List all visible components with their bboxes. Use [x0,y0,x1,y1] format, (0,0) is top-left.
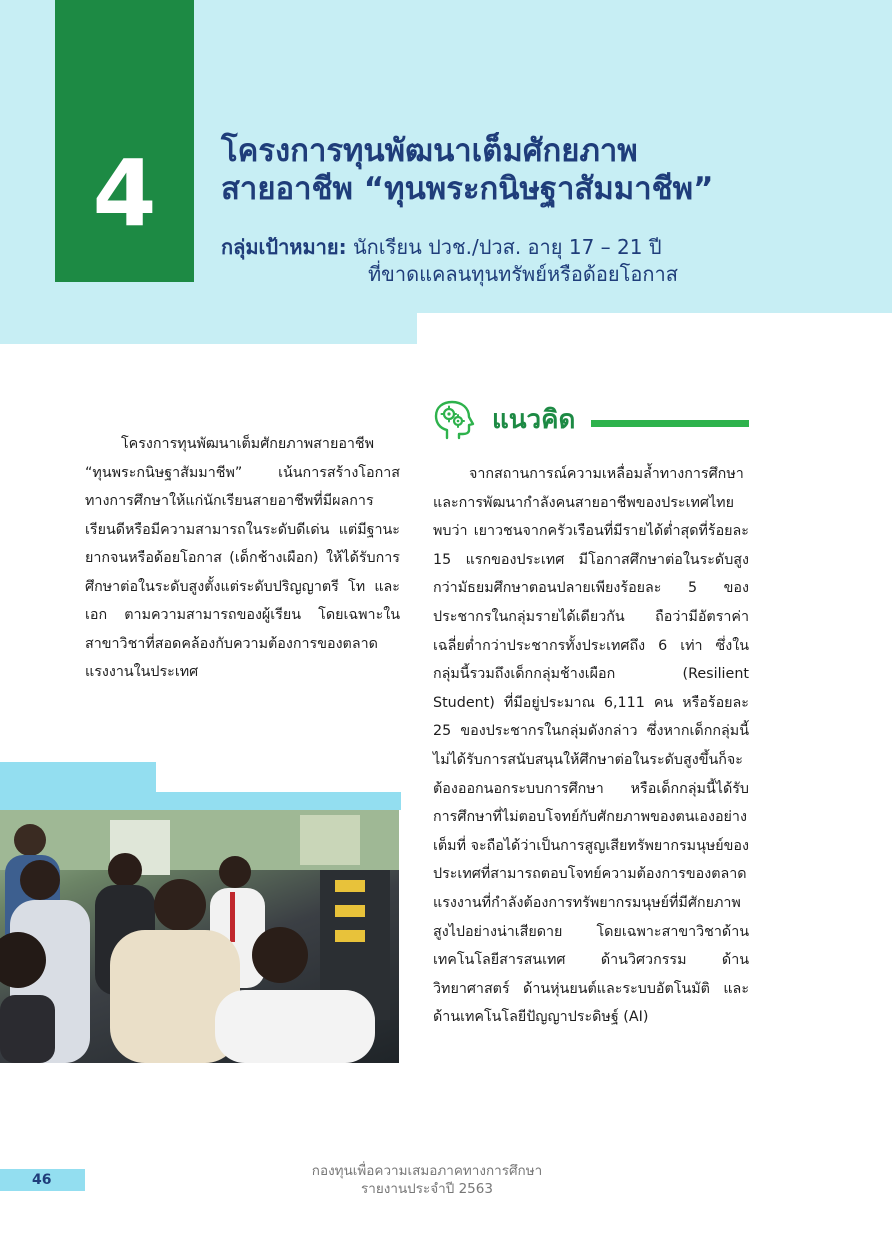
concept-column [433,460,749,1032]
title-line-1: โครงการทุนพัฒนาเต็มศักยภาพ [221,133,638,169]
concept-heading-rule [591,420,749,427]
intro-column [85,430,400,687]
head-gears-icon [433,400,477,440]
photo-accent-bar [0,792,401,810]
target-group [221,234,678,288]
photo-illustration [0,810,399,1063]
target-line-2: ที่ขาดแคลนทุนทรัพย์หรือด้อยโอกาส [368,262,678,286]
page-title [221,132,713,208]
footer-report: รายงานประจำปี 2563 [361,1181,493,1197]
exhibition-photo [0,810,399,1063]
footer [246,1162,608,1198]
footer-org: กองทุนเพื่อความเสมอภาคทางการศึกษา [311,1163,543,1179]
concept-paragraph: จากสถานการณ์ความเหลื่อมล้ำทางการศึกษาและการพัฒนากำลังคนสายอาชีพของประเทศไทย พบว่า เยาวชนจากครัวเรือนที่มีรายได้ต่ำสุดที่ร้อยละ 15 แรกของประเทศ มีโอกาสศึกษาต่อในระดับสูงกว่ามัธยมศึกษาตอนปลายเพียงร้อยละ 5 ของประชากรในกลุ่มรายได้เดียวกัน ถือว่ามีอัตราค่าเฉลี่ยต่ำกว่าประชากรทั้งประเทศถึง 6 เท่า ซึ่งในกลุ่มนี้รวมถึงเด็กกลุ่มช้างเผือก (Resilient Student) ที่มีอยู่ประมาณ 6,111 คน หรือร้อยละ 25 ของประชากรในกลุ่มดังกล่าว ซึ่งหากเด็กกลุ่มนี้ไม่ได้รับการสนับสนุนให้ศึกษาต่อในระดับสูงขึ้นก็จะต้องออกนอกระบบการศึกษา หรือเด็กกลุ่มนี้ได้รับการศึกษาที่ไม่ตอบโจทย์กับศักยภาพของตนเองอย่างเต็มที่ จะถือได้ว่าเป็นการสูญเสียทรัพยากรมนุษย์ของประเทศที่สามารถตอบโจทย์ความต้องการของตลาดแรงงานที่กำลังต้องการทรัพยากรมนุษย์ที่มีศักยภาพสูงไปอย่างน่าเสียดาย โดยเฉพาะสาขาวิชาด้านเทคโนโลยีสารสนเทศ ด้านวิศวกรรม ด้านวิทยาศาสตร์ ด้านหุ่นยนต์และระบบอัตโนมัติ และด้านเทคโนโลยีปัญญาประดิษฐ์ (AI) [433,466,749,1026]
page-number: 46 [32,1172,52,1188]
concept-title: แนวคิด [492,405,576,435]
target-line-1: นักเรียน ปวช./ปวส. อายุ 17 – 21 ปี [352,235,662,259]
target-label: กลุ่มเป้าหมาย: [221,235,347,259]
title-line-2: สายอาชีพ “ทุนพระกนิษฐาสัมมาชีพ” [221,171,714,207]
photo-accent-top [0,762,156,792]
concept-heading [433,398,749,442]
intro-paragraph: โครงการทุนพัฒนาเต็มศักยภาพสายอาชีพ “ทุนพระกนิษฐาสัมมาชีพ” เน้นการสร้างโอกาสทางการศึกษาให้แก่นักเรียนสายอาชีพที่มีผลการเรียนดีหรือมีความสามารถในระดับดีเด่น แต่มีฐานะยากจนหรือด้อยโอกาส (เด็กช้างเผือก) ให้ได้รับการศึกษาต่อในระดับสูงตั้งแต่ระดับปริญญาตรี โท และเอก ตามความสามารถของผู้เรียน โดยเฉพาะในสาขาวิชาที่สอดคล้องกับความต้องการของตลาดแรงงานในประเทศ [85,436,400,680]
section-number: 4 [55,0,194,282]
